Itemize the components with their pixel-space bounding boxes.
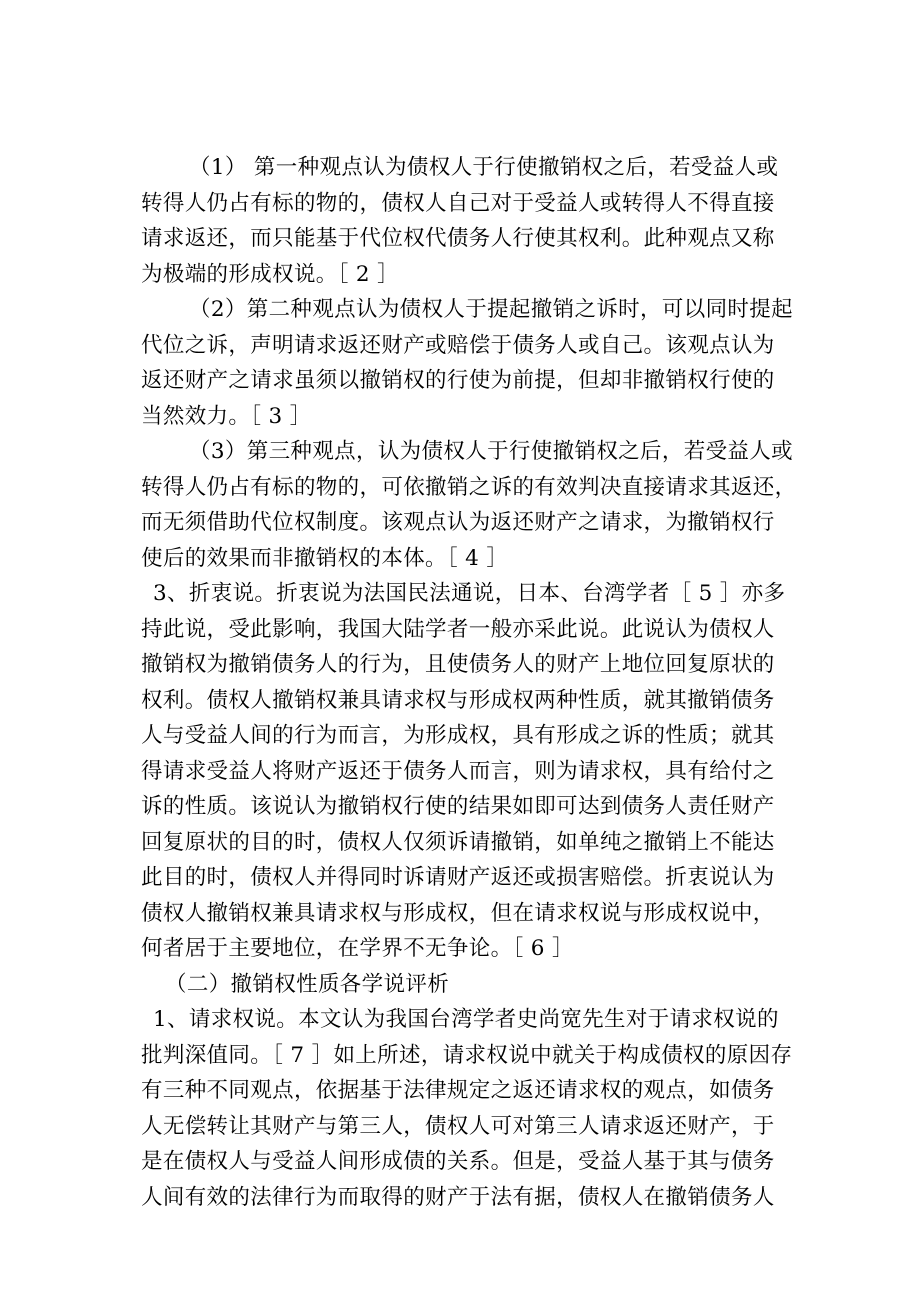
text-line: 转得人仍占有标的物的，可依撤销之诉的有效判决直接请求其返还， [141, 474, 797, 500]
text-line: 使后的效果而非撤销权的本体。［ 4 ］ [141, 545, 509, 571]
text-line: 而无须借助代位权制度。该观点认为返还财产之请求，为撤销权行 [141, 510, 775, 535]
text-line: 诉的性质。该说认为撤销权行使的结果如即可达到债务人责任财产 [141, 794, 775, 819]
text-line: 权利。债权人撤销权兼具请求权与形成权两种性质，就其撤销债务 [141, 687, 775, 713]
text-line: （2）第二种观点认为债权人于提起撤销之诉时，可以同时提起 [189, 297, 793, 322]
text-line: 人间有效的法律行为而取得的财产于法有据，债权人在撤销债务人 [141, 1184, 775, 1210]
text-line: 何者居于主要地位，在学界不无争论。［ 6 ］ [141, 936, 574, 961]
text-line: 人无偿转让其财产与第三人，债权人可对第三人请求返还财产，于 [141, 1113, 775, 1139]
text-line: 此目的时，债权人并得同时诉请财产返还或损害赔偿。折衷说认为 [141, 865, 775, 890]
text-line: 得请求受益人将财产返还于债务人而言，则为请求权，具有给付之 [141, 758, 775, 784]
text-line: 人与受益人间的行为而言，为形成权，具有形成之诉的性质；就其 [141, 723, 775, 748]
text-line: 请求返还，而只能基于代位权代债务人行使其权利。此种观点又称 [141, 226, 775, 251]
text-line: 返还财产之请求虽须以撤销权的行使为前提，但却非撤销权行使的 [141, 368, 775, 393]
text-line: 有三种不同观点，依据基于法律规定之返还请求权的观点，如债务 [141, 1078, 775, 1103]
text-line: （3）第三种观点，认为债权人于行使撤销权之后，若受益人或 [189, 439, 793, 464]
text-line: 是在债权人与受益人间形成债的关系。但是，受益人基于其与债务 [141, 1149, 775, 1174]
document-body [141, 150, 797, 1215]
text-line: （1） 第一种观点认为债权人于行使撤销权之后，若受益人或 [189, 155, 779, 180]
text-line: （二）撤销权性质各学说评析 [165, 971, 450, 997]
text-line: 3、折衷说。折衷说为法国民法通说，日本、台湾学者［ 5 ］亦多 [153, 581, 786, 606]
text-line: 批判深值同。［ 7 ］如上所述，请求权说中就关于构成债权的原因存 [141, 1042, 793, 1068]
text-line: 转得人仍占有标的物的，债权人自己对于受益人或转得人不得直接 [141, 190, 775, 216]
text-line: 回复原状的目的时，债权人仅须诉请撤销，如单纯之撤销上不能达 [141, 829, 775, 855]
text-line: 为极端的形成权说。［ 2 ］ [141, 261, 399, 287]
text-line: 当然效力。［ 3 ］ [141, 403, 312, 429]
text-line: 持此说，受此影响，我国大陆学者一般亦采此说。此说认为债权人 [141, 616, 775, 642]
text-line: 1、请求权说。本文认为我国台湾学者史尚宽先生对于请求权说的 [153, 1007, 779, 1032]
text-line: 债权人撤销权兼具请求权与形成权，但在请求权说与形成权说中， [141, 900, 775, 926]
text-line: 撤销权为撤销债务人的行为，且使债务人的财产上地位回复原状的 [141, 652, 775, 677]
text-line: 代位之诉，声明请求返还财产或赔偿于债务人或自己。该观点认为 [141, 332, 775, 358]
